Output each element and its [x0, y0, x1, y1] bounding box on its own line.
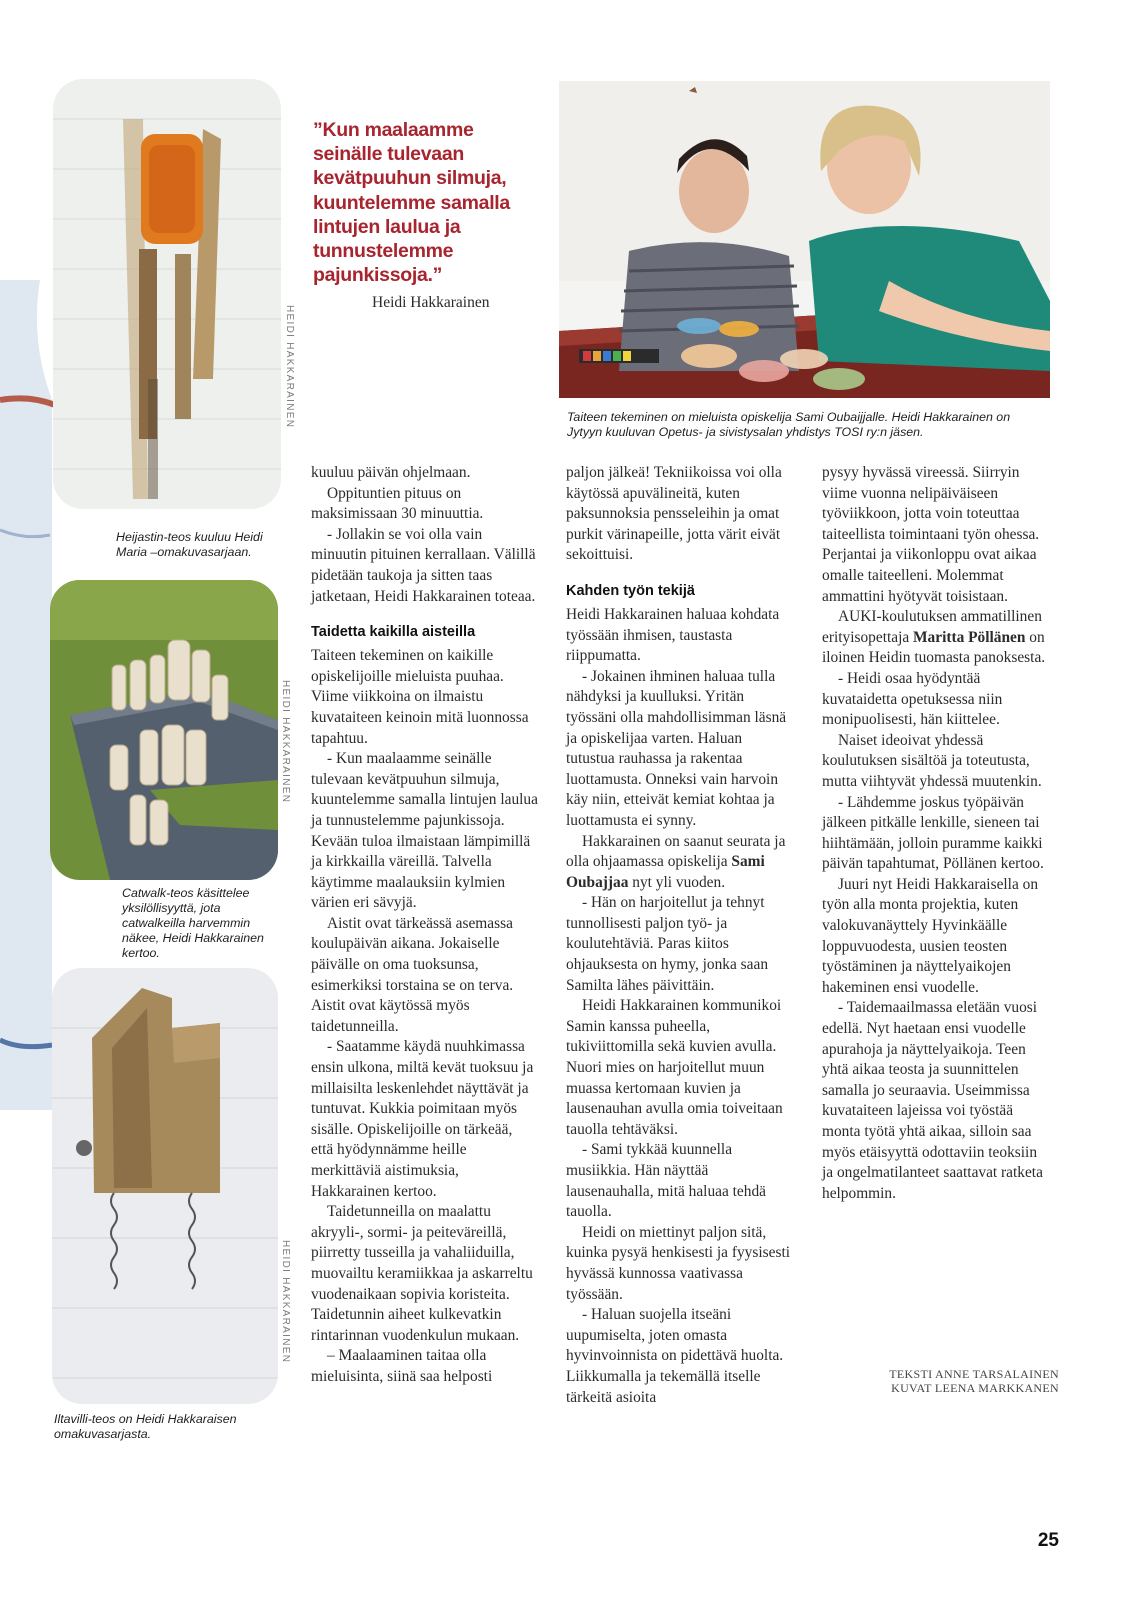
- paragraph: - Sami tykkää kuunnella musiikkia. Hän näyttää lausenauhalla, mitä haluaa tehdä tauolla.: [566, 1141, 766, 1221]
- text-segment: on iloinen Heidin tuomasta panoksesta.: [822, 628, 1046, 667]
- paragraph: - Taidemaailmassa eletään vuosi edellä. Nyt haetaan ensi vuodelle apurahoja ja näyttelyaikoja. Teen yhtä aikaa teosta ja suunnittelen samalla jo seuraavia. Useimmissa kuvataiteen lajeissa voi työstää monta työtä yhtä aikaa, silloin saa myös etäisyyttä odottaviin teoksiin ja ongelmatilanteet saattavat ratketa helpommin.: [822, 999, 1043, 1202]
- article-column-3: [822, 463, 1049, 1204]
- caption-catwalk: Catwalk-teos käsittelee yksilöllisyyttä, jota catwalkeilla harvemmin näkee, Heidi Hakkarainen kertoo.: [122, 886, 264, 960]
- text-segment: AUKI-koulutuksen ammatillinen erityisopettaja: [822, 608, 1042, 646]
- pull-quote-author: Heidi Hakkarainen: [372, 294, 490, 311]
- page-number: 25: [1037, 1530, 1059, 1551]
- caption-iltavilli: Iltavilli-teos on Heidi Hakkaraisen omakuvasarjasta.: [54, 1412, 237, 1441]
- article-column-1: [311, 463, 538, 1388]
- paragraph: - Heidi osaa hyödyntää kuvataidetta opetuksessa niin monipuolisesti, hän kiittelee.: [822, 669, 1003, 729]
- paragraph: [822, 607, 1049, 669]
- caption-heijastin: Heijastin-teos kuuluu Heidi Maria –omakuvasarjaan.: [116, 530, 263, 559]
- caption-main-photo: Taiteen tekeminen on mieluista opiskelija Sami Oubaijjalle. Heidi Hakkarainen on Jytyyn kuuluvan Opetus- ja sivistysalan yhdistys TOSI ry:n jäsen.: [567, 410, 1011, 439]
- paragraph: - Saatamme käydä nuuhkimassa ensin ulkona, miltä kevät tuoksuu ja millaisilta leskenlehdet näyttävät ja tuntuvat. Kukkia poimitaan myös sisälle. Opiskelijoille on tärkeää, että hyödynnämme heille merkittäviä aistimuksia, Hakkarainen kertoo.: [311, 1038, 534, 1200]
- photo-iltavilli: [52, 968, 278, 1404]
- paragraph: Naiset ideoivat yhdessä koulutuksen sisältöä ja toteutusta, mutta viihtyvät yhdessä muutenkin.: [822, 731, 1042, 790]
- text-segment: nyt yli vuoden.: [628, 873, 726, 891]
- paragraph: - Kun maalaamme seinälle tulevaan kevätpuuhun silmuja, kuuntelemme samalla lintujen laulua ja tunnustelemme pajunkissoja. Kevään tuloa ilmaistaan lämpimillä ja kirkkailla väreillä. Talvella käytimme maalauksiin kylmien värien eri sävyjä.: [311, 750, 538, 912]
- paragraph: Heidi Hakkarainen kommunikoi Samin kanssa puheella, tukiviittomilla sekä kuvien avulla. Nuori mies on harjoitellut muun muassa kertomaan kuvien ja lausenauhan avulla omia toiveitaan tauolla tehtäväksi.: [566, 997, 783, 1138]
- article-column-2: [566, 463, 793, 1408]
- paragraph: Juuri nyt Heidi Hakkaraisella on työn alla monta projektia, kuten valokuvanäyttely Hyvinkäälle loppuvuodesta, uusien teosten työstäminen ja näyttelyaikojen hakeminen ensi vuodelle.: [822, 875, 1039, 996]
- paragraph: Heidi on miettinyt paljon sitä, kuinka pysyä henkisesti ja fyysisesti hyvässä kunnossa vaativassa työssään.: [566, 1223, 790, 1303]
- paragraph: - Jollakin se voi olla vain minuutin pituinen kerrallaan. Välillä pidetään taukoja ja sitten taas jatketaan, Heidi Hakkarainen toteaa.: [311, 525, 536, 605]
- photo-credit-1: HEIDI HAKKARAINEN: [284, 305, 295, 429]
- text-segment: Hakkarainen on saanut seurata ja olla ohjaamassa opiskelija: [566, 832, 786, 871]
- paragraph: Heidi Hakkarainen haluaa kohdata työssään ihmisen, taustasta riippumatta.: [566, 605, 780, 665]
- subheading-kahden-tyon-tekija: Kahden työn tekijä: [566, 582, 695, 599]
- photo-credit-2: HEIDI HAKKARAINEN: [280, 680, 291, 804]
- subheading-aisteilla: Taidetta kaikilla aisteilla: [311, 624, 476, 641]
- paragraph: paljon jälkeä! Tekniikoissa voi olla käytössä apuvälineitä, kuten paksunnoksia pensseleihin ja omat purkit värinapeille, jotta värit eivät sekoittuisi.: [566, 464, 782, 564]
- photo-main: [559, 81, 1050, 398]
- photo-credit: KUVAT LEENA MARKKANEN: [891, 1381, 1059, 1395]
- pull-quote: ”Kun maalaamme seinälle tulevaan kevätpuuhun silmuja, kuuntelemme samalla lintujen laulua ja tunnustelemme pajunkissoja.”: [313, 119, 510, 287]
- paragraph: [566, 832, 793, 894]
- paragraph: pysyy hyvässä vireessä. Siirryin viime vuonna nelipäiväiseen työviikkoon, jotta voin toteuttaa taiteellista toimintaani työn ohessa. Perjantai ja viikonloppu ovat aikaa omalle taiteelleni. Molemmat ammattini hyötyvät toisistaan.: [822, 464, 1040, 605]
- paragraph: Taidetunneilla on maalattu akryyli-, sormi- ja peiteväreillä, piirretty tusseilla ja vahaliiduilla, muovailtu keramiikkaa ja askarreltu vuodenaikaan sopivia koristeita. Taidetunnin aiheet kulkevatkin rintarinnan vuodenkulun mukaan.: [311, 1203, 533, 1344]
- paragraph: - Jokainen ihminen haluaa tulla nähdyksi ja kuulluksi. Yritän työssäni olla mahdollisimman läsnä ja opiskelijaa varten. Haluan tutustua rauhassa ja rakentaa luottamusta. Onneksi vain harvoin käy niin, etteivät kemiat kohtaa ja luottamusta ei synny.: [566, 667, 787, 829]
- paragraph: – Maalaaminen taitaa olla mieluisinta, siinä saa helposti: [311, 1347, 493, 1385]
- person-name: Maritta Pöllänen: [913, 628, 1026, 646]
- photo-credit-3: HEIDI HAKKARAINEN: [280, 1240, 291, 1364]
- paragraph: - Hän on harjoitellut ja tehnyt tunnollisesti paljon työ- ja koulutehtäviä. Paras kiitos ohjauksesta on hymy, jonka saan Samilta lähes päivittäin.: [566, 894, 769, 994]
- person-name: Sami Oubajjaa: [566, 853, 765, 891]
- paragraph: Taiteen tekeminen on kaikille opiskelijoille mieluista puuhaa. Viime viikkoina on ilmaistu kuvataiteen keinoin mitä luonnossa tapahtuu.: [311, 647, 529, 747]
- paragraph: Oppituntien pituus on maksimissaan 30 minuuttia.: [311, 484, 484, 523]
- article-signature: [889, 1367, 1059, 1395]
- paragraph: - Lähdemme joskus työpäivän jälkeen pitkälle lenkille, sieneen tai hiihtämään, jolloin puramme kaikki päivän tapahtumat, Pöllänen kertoo.: [822, 793, 1044, 873]
- paragraph: - Haluan suojella itseäni uupumiselta, joten omasta hyvinvoinnista on pidettävä huolta. Liikkumalla ja tekemällä itselle tärkeitä asioita: [566, 1306, 784, 1406]
- photo-heijastin: [53, 79, 281, 509]
- paragraph: Aistit ovat tärkeässä asemassa koulupäivän aikana. Jokaiselle päivälle on oma tuoksunsa, esimerkiksi torstaina se on terva. Aistit ovat käytössä myös taidetunneilla.: [311, 914, 514, 1035]
- paragraph: kuuluu päivän ohjelmaan.: [311, 464, 471, 481]
- photo-catwalk: [50, 580, 278, 880]
- text-credit: TEKSTI ANNE TARSALAINEN: [889, 1367, 1059, 1381]
